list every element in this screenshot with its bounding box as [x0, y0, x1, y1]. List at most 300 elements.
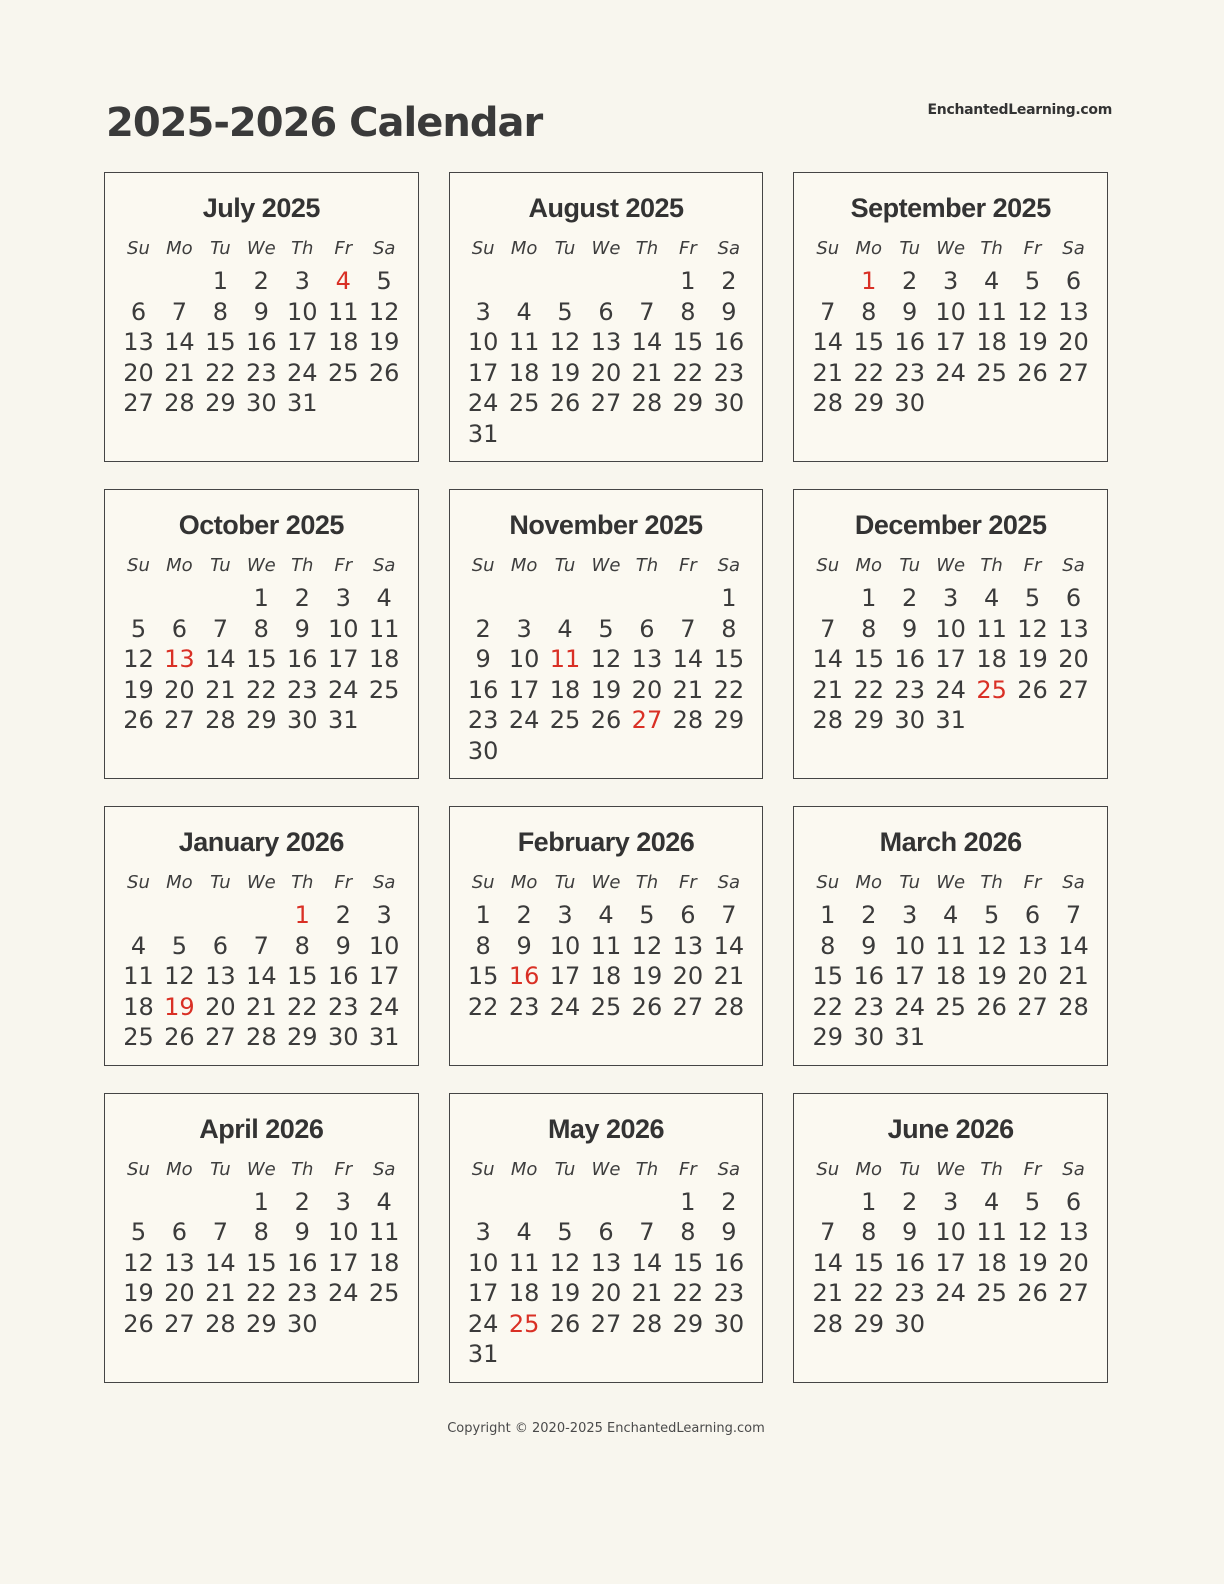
date-cell: 5: [171, 931, 188, 960]
date-cell: 7: [820, 614, 836, 643]
date-cell: 28: [713, 992, 745, 1021]
date-cell: 18: [976, 328, 1007, 356]
date-cell: 10: [935, 614, 966, 643]
date-cell: 23: [287, 675, 318, 704]
date-cell: 12: [631, 931, 663, 960]
empty-cell: [159, 266, 200, 297]
date-cell: 10: [894, 931, 925, 960]
date-cell: 19: [368, 328, 400, 356]
date-cell: 23: [894, 358, 925, 387]
date-cell: 22: [713, 675, 745, 704]
empty-cell: [586, 583, 627, 614]
date-cell: 9: [475, 645, 491, 673]
weekday-header: Su: [127, 555, 150, 576]
date-cell: 5: [639, 901, 655, 929]
date-cell: 2: [721, 267, 737, 295]
date-cell: 5: [376, 267, 392, 295]
date-cell: 21: [246, 992, 277, 1021]
empty-cell: [545, 1187, 586, 1218]
date-cell: 17: [549, 962, 581, 990]
date-cell: 26: [368, 358, 400, 387]
empty-cell: [200, 900, 241, 931]
month-grid: [807, 1157, 1094, 1340]
date-cell: 20: [1058, 1248, 1089, 1277]
month-grid: [118, 553, 405, 736]
date-cell: 22: [205, 358, 236, 387]
date-cell: 14: [246, 962, 277, 990]
date-cell: 2: [902, 1187, 918, 1216]
date-cell: 14: [812, 1248, 844, 1277]
date-cell: 4: [983, 1187, 1000, 1216]
date-cell: 5: [557, 297, 573, 326]
empty-cell: [463, 1187, 504, 1218]
date-cell: 6: [598, 297, 614, 326]
weekday-header: Mo: [510, 555, 538, 576]
date-cell: 29: [672, 389, 704, 417]
date-cell: 20: [123, 358, 154, 387]
date-cell: 4: [516, 297, 532, 326]
date-cell: 14: [164, 328, 195, 356]
date-cell: 3: [902, 901, 918, 929]
date-cell: 18: [549, 675, 581, 704]
date-cell: 9: [294, 1218, 310, 1246]
weekday-header: Th: [980, 1158, 1003, 1180]
date-cell: 8: [253, 1218, 269, 1246]
date-cell: 21: [812, 358, 844, 387]
month-grid: [807, 553, 1094, 736]
date-cell: 14: [205, 1248, 236, 1277]
date-cell: 27: [164, 706, 195, 734]
weekday-header: Fr: [1023, 872, 1042, 893]
date-cell: 12: [123, 1248, 154, 1277]
date-cell: 29: [853, 1309, 885, 1338]
weekday-header: Tu: [554, 1158, 576, 1180]
date-cell: 13: [590, 328, 622, 356]
page-title: 2025-2026 Calendar: [106, 100, 543, 146]
date-cell: 31: [467, 419, 499, 448]
date-cell: 3: [943, 1187, 959, 1216]
date-cell: 24: [287, 358, 318, 387]
date-cell: 12: [123, 645, 154, 673]
date-cell: 27: [590, 1309, 622, 1338]
date-cell: 5: [130, 1218, 147, 1246]
date-cell: 18: [590, 962, 622, 990]
weekday-header: Sa: [372, 555, 396, 576]
date-cell: 23: [246, 358, 277, 387]
date-cell: 5: [1024, 1187, 1041, 1216]
date-cell: 11: [368, 614, 400, 643]
month-title: April 2026: [199, 1113, 324, 1144]
date-cell: 1: [475, 901, 491, 929]
date-cell: 10: [467, 328, 499, 356]
date-cell: 18: [368, 1248, 400, 1277]
empty-cell: [807, 1187, 848, 1218]
date-cell: 22: [246, 1279, 277, 1307]
date-cell: 13: [123, 328, 154, 356]
weekday-header: Tu: [899, 1158, 920, 1180]
date-cell: 15: [246, 1248, 277, 1277]
date-cell: 19: [123, 1279, 154, 1307]
date-cell: 17: [467, 358, 499, 387]
date-cell: 30: [287, 706, 318, 734]
date-cell: 2: [516, 901, 532, 929]
date-cell: 28: [631, 389, 663, 417]
date-cell: 19: [549, 1279, 581, 1307]
date-cell: 5: [130, 614, 147, 643]
date-cell: 18: [368, 645, 400, 673]
date-cell: 15: [672, 1248, 704, 1277]
date-cell: 24: [935, 358, 966, 387]
date-cell: 25: [549, 706, 581, 734]
date-cell: 27: [590, 389, 622, 417]
date-cell: 17: [935, 328, 966, 356]
date-cell: 25: [368, 675, 400, 704]
date-cell: 11: [327, 297, 359, 326]
weekday-header: Tu: [210, 872, 231, 893]
date-cell: 31: [368, 1023, 400, 1051]
weekday-header: Fr: [679, 238, 697, 259]
date-cell: 1: [680, 267, 696, 295]
month-grid: [463, 553, 750, 766]
date-cell: 16: [894, 645, 925, 673]
date-cell: 9: [721, 1218, 737, 1246]
date-cell: 25: [123, 1023, 154, 1051]
date-cell: 6: [1024, 901, 1041, 929]
date-cell: 28: [672, 706, 704, 734]
date-cell: 8: [253, 614, 269, 643]
empty-cell: [118, 1187, 159, 1218]
weekday-header: We: [591, 872, 621, 893]
date-cell: 29: [853, 706, 885, 734]
date-cell: 25: [935, 992, 966, 1021]
date-cell: 9: [902, 614, 918, 643]
weekday-header: Th: [980, 238, 1003, 259]
weekday-header: Th: [980, 555, 1003, 576]
date-cell: 20: [631, 675, 663, 704]
date-cell: 2: [902, 584, 918, 612]
date-cell: 22: [672, 1279, 704, 1307]
weekday-header: Su: [471, 872, 495, 893]
date-cell: 18: [976, 1248, 1007, 1277]
date-cell: 12: [1017, 1218, 1048, 1246]
weekday-header: Th: [635, 238, 659, 259]
date-cell: 1: [861, 1187, 877, 1216]
weekday-header: Mo: [855, 555, 883, 576]
date-cell: 27: [164, 1309, 195, 1338]
date-cell: 28: [812, 389, 844, 417]
date-cell: 20: [1058, 645, 1089, 673]
date-cell: 27: [1058, 675, 1089, 704]
date-cell: 18: [123, 992, 154, 1021]
weekday-header: Mo: [166, 555, 193, 576]
months-grid: [104, 172, 1108, 1383]
month-title: February 2026: [517, 827, 695, 857]
date-cell: 4: [983, 584, 1000, 612]
weekday-header: We: [936, 1158, 966, 1180]
date-cell: 30: [853, 1023, 885, 1051]
date-cell: 19: [123, 675, 154, 704]
date-cell: 24: [508, 706, 540, 734]
date-cell: 8: [861, 297, 877, 326]
date-cell: 28: [1058, 992, 1089, 1021]
weekday-header: Fr: [679, 1158, 697, 1180]
date-cell: 10: [287, 297, 318, 326]
month-card: [449, 489, 764, 779]
weekday-header: Fr: [679, 555, 697, 576]
date-cell: 10: [368, 931, 400, 960]
date-cell: 15: [812, 962, 844, 990]
date-cell: 11: [549, 645, 581, 673]
date-cell: 3: [294, 267, 310, 295]
weekday-header: Mo: [166, 1158, 193, 1180]
empty-cell: [159, 1187, 200, 1218]
weekday-header: Tu: [210, 238, 231, 259]
date-cell: 7: [639, 1218, 655, 1246]
date-cell: 14: [812, 328, 844, 356]
date-cell: 4: [557, 614, 573, 643]
date-cell: 5: [598, 614, 614, 643]
date-cell: 24: [467, 389, 499, 417]
date-cell: 2: [721, 1187, 737, 1216]
date-cell: 26: [549, 1309, 581, 1338]
date-cell: 21: [1058, 962, 1089, 990]
date-cell: 1: [861, 584, 877, 612]
month-grid: [463, 870, 750, 1022]
date-cell: 6: [598, 1218, 614, 1246]
date-cell: 4: [335, 267, 351, 295]
date-cell: 25: [976, 358, 1007, 387]
month-grid: [463, 1157, 750, 1370]
empty-cell: [545, 266, 586, 297]
weekday-header: Mo: [855, 1158, 883, 1180]
date-cell: 7: [1065, 901, 1082, 929]
date-cell: 27: [205, 1023, 236, 1051]
weekday-header: Fr: [679, 872, 697, 893]
date-cell: 13: [1058, 614, 1089, 643]
empty-cell: [626, 1187, 667, 1218]
date-cell: 16: [508, 962, 540, 990]
date-cell: 25: [327, 358, 359, 387]
date-cell: 4: [516, 1218, 532, 1246]
date-cell: 14: [205, 645, 236, 673]
weekday-header: Mo: [166, 872, 193, 893]
date-cell: 18: [508, 1279, 540, 1307]
weekday-header: Th: [980, 872, 1003, 893]
date-cell: 21: [672, 675, 704, 704]
date-cell: 19: [1017, 1248, 1048, 1277]
date-cell: 16: [894, 328, 925, 356]
empty-cell: [504, 266, 545, 297]
date-cell: 3: [943, 267, 959, 295]
date-cell: 22: [246, 675, 277, 704]
date-cell: 17: [508, 675, 540, 704]
date-cell: 14: [1058, 931, 1089, 960]
date-cell: 10: [508, 645, 540, 673]
date-cell: 16: [287, 645, 318, 673]
weekday-header: Fr: [334, 238, 353, 259]
weekday-header: Su: [816, 872, 840, 893]
weekday-header: Th: [635, 872, 659, 893]
date-cell: 22: [287, 992, 318, 1021]
date-cell: 21: [205, 675, 236, 704]
date-cell: 30: [713, 389, 745, 417]
date-cell: 30: [894, 1309, 925, 1338]
date-cell: 12: [590, 645, 622, 673]
month-card: [104, 489, 419, 779]
date-cell: 30: [467, 736, 499, 765]
date-cell: 6: [171, 1218, 188, 1246]
date-cell: 6: [639, 614, 655, 643]
weekday-header: Tu: [210, 1158, 231, 1180]
date-cell: 20: [590, 1279, 622, 1307]
weekday-header: Tu: [899, 872, 920, 893]
date-cell: 17: [935, 645, 966, 673]
date-cell: 2: [475, 614, 491, 643]
date-cell: 9: [721, 297, 737, 326]
date-cell: 28: [164, 389, 195, 417]
date-cell: 11: [508, 328, 540, 356]
date-cell: 2: [902, 267, 918, 295]
empty-cell: [200, 583, 241, 614]
date-cell: 25: [508, 389, 540, 417]
month-title: June 2026: [887, 1113, 1014, 1144]
date-cell: 4: [376, 584, 392, 612]
empty-cell: [118, 266, 159, 297]
empty-cell: [626, 583, 667, 614]
date-cell: 30: [287, 1309, 318, 1338]
date-cell: 18: [327, 328, 359, 356]
month-grid: [118, 236, 405, 419]
date-cell: 7: [820, 297, 836, 326]
weekday-header: Tu: [899, 238, 920, 259]
date-cell: 15: [246, 645, 277, 673]
date-cell: 11: [976, 297, 1007, 326]
date-cell: 8: [680, 1218, 696, 1246]
weekday-header: Mo: [166, 238, 193, 259]
date-cell: 4: [376, 1187, 392, 1216]
date-cell: 26: [164, 1023, 195, 1051]
date-cell: 28: [246, 1023, 277, 1051]
date-cell: 30: [327, 1023, 359, 1051]
date-cell: 27: [1017, 992, 1048, 1021]
weekday-header: Sa: [1062, 238, 1085, 259]
date-cell: 7: [639, 297, 655, 326]
date-cell: 17: [327, 1248, 359, 1277]
date-cell: 19: [631, 962, 663, 990]
date-cell: 8: [294, 931, 310, 960]
date-cell: 3: [475, 297, 491, 326]
weekday-header: Fr: [1023, 238, 1042, 259]
date-cell: 27: [123, 389, 154, 417]
date-cell: 23: [467, 706, 499, 734]
date-cell: 22: [853, 358, 885, 387]
date-cell: 10: [935, 297, 966, 326]
date-cell: 1: [294, 901, 310, 929]
date-cell: 31: [894, 1023, 925, 1051]
weekday-header: Th: [291, 238, 314, 259]
date-cell: 17: [368, 962, 400, 990]
date-cell: 5: [983, 901, 1000, 929]
date-cell: 4: [943, 901, 959, 929]
date-cell: 6: [1065, 1187, 1082, 1216]
weekday-header: Sa: [372, 872, 396, 893]
date-cell: 1: [820, 901, 836, 929]
date-cell: 30: [713, 1309, 745, 1338]
calendar-page: [104, 0, 1112, 1476]
date-cell: 11: [976, 614, 1007, 643]
empty-cell: [626, 266, 667, 297]
date-cell: 30: [246, 389, 277, 417]
month-title: May 2026: [547, 1113, 665, 1144]
date-cell: 24: [327, 1279, 359, 1307]
date-cell: 17: [894, 962, 925, 990]
date-cell: 12: [164, 962, 195, 990]
date-cell: 27: [1058, 358, 1089, 387]
weekday-header: Su: [816, 1158, 840, 1180]
date-cell: 6: [680, 901, 696, 929]
date-cell: 20: [672, 962, 704, 990]
empty-cell: [118, 583, 159, 614]
date-cell: 19: [590, 675, 622, 704]
date-cell: 15: [672, 328, 704, 356]
date-cell: 14: [672, 645, 704, 673]
date-cell: 22: [467, 992, 499, 1021]
date-cell: 13: [205, 962, 236, 990]
weekday-header: Mo: [855, 872, 883, 893]
weekday-header: We: [246, 1158, 276, 1180]
weekday-header: Th: [635, 555, 659, 576]
date-cell: 9: [253, 297, 269, 326]
date-cell: 19: [164, 992, 195, 1021]
date-cell: 9: [861, 931, 877, 960]
weekday-header: Sa: [1062, 1158, 1085, 1180]
month-title: September 2025: [850, 193, 1051, 223]
date-cell: 16: [894, 1248, 925, 1277]
date-cell: 26: [123, 706, 154, 734]
weekday-header: Su: [127, 1158, 150, 1180]
date-cell: 5: [1024, 267, 1041, 295]
month-card: [449, 806, 764, 1066]
date-cell: 16: [713, 1248, 745, 1277]
date-cell: 5: [1024, 584, 1041, 612]
month-card: [104, 172, 419, 462]
date-cell: 27: [1058, 1279, 1089, 1307]
date-cell: 19: [549, 358, 581, 387]
date-cell: 16: [246, 328, 277, 356]
month-card: [449, 1093, 764, 1383]
date-cell: 27: [672, 992, 704, 1021]
date-cell: 29: [713, 706, 745, 734]
date-cell: 24: [935, 675, 966, 704]
date-cell: 4: [598, 901, 614, 929]
date-cell: 15: [853, 328, 885, 356]
date-cell: 23: [327, 992, 359, 1021]
date-cell: 21: [631, 1279, 663, 1307]
weekday-header: We: [246, 872, 276, 893]
date-cell: 26: [631, 992, 663, 1021]
date-cell: 17: [935, 1248, 966, 1277]
date-cell: 9: [902, 297, 918, 326]
date-cell: 25: [976, 675, 1007, 704]
date-cell: 5: [557, 1218, 573, 1246]
date-cell: 7: [680, 614, 696, 643]
date-cell: 4: [983, 267, 1000, 295]
empty-cell: [241, 900, 282, 931]
date-cell: 3: [376, 901, 392, 929]
weekday-header: Sa: [717, 555, 741, 576]
empty-cell: [463, 583, 504, 614]
month-grid: [118, 870, 405, 1053]
